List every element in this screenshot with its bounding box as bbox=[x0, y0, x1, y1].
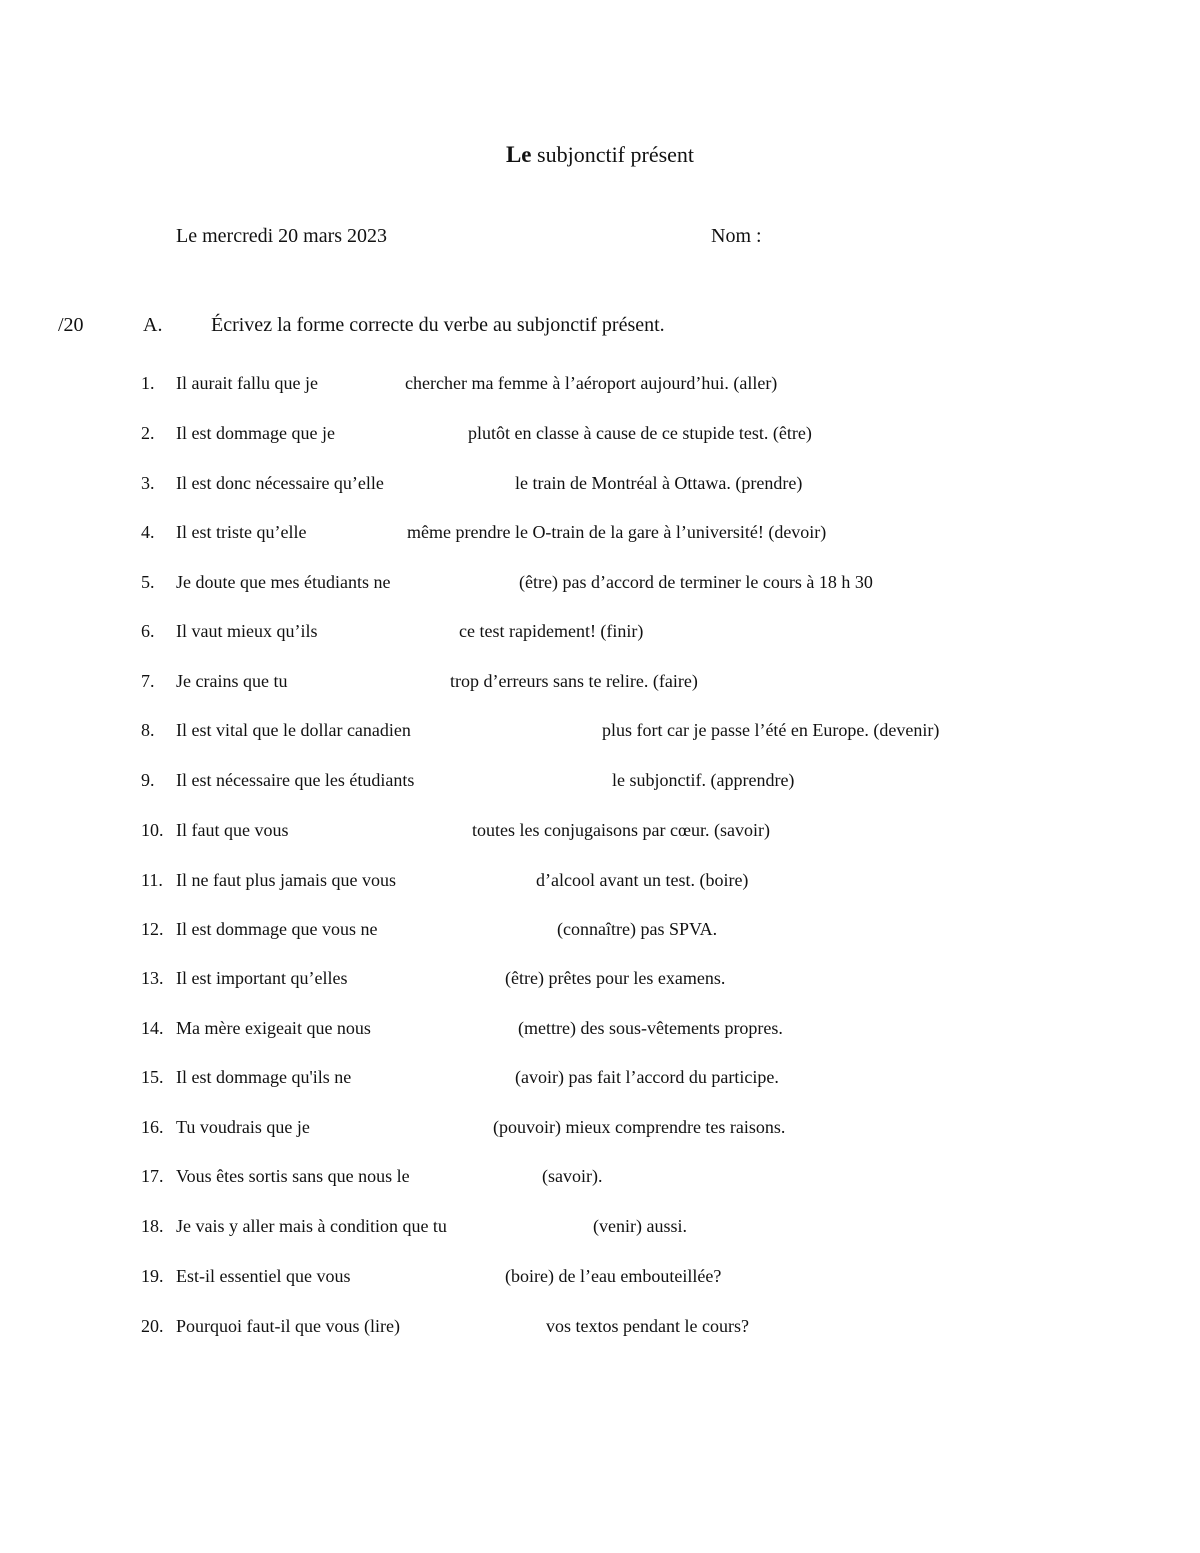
item-number: 17. bbox=[141, 1166, 164, 1186]
item-number: 15. bbox=[141, 1067, 164, 1087]
item-text-after: le train de Montréal à Ottawa. (prendre) bbox=[515, 473, 803, 493]
item-number: 13. bbox=[141, 968, 164, 988]
item-text-after: le subjonctif. (apprendre) bbox=[612, 770, 795, 790]
item-number: 16. bbox=[141, 1117, 164, 1137]
item-text-before: Ma mère exigeait que nous bbox=[176, 1018, 371, 1038]
item-text-before: Est-il essentiel que vous bbox=[176, 1266, 351, 1286]
item-number: 7. bbox=[141, 671, 155, 691]
item-text-before: Il est triste qu’elle bbox=[176, 522, 307, 542]
item-text-after: plus fort car je passe l’été en Europe. (devenir) bbox=[602, 720, 940, 740]
item-number: 20. bbox=[141, 1316, 164, 1336]
item-number: 14. bbox=[141, 1018, 164, 1038]
item-number: 4. bbox=[141, 522, 155, 542]
item-text-before: Il est dommage que vous ne bbox=[176, 919, 378, 939]
item-text-after: trop d’erreurs sans te relire. (faire) bbox=[450, 671, 698, 691]
item-text-before: Je crains que tu bbox=[176, 671, 288, 691]
item-text-after: toutes les conjugaisons par cœur. (savoir) bbox=[472, 820, 770, 840]
page-title bbox=[0, 142, 1200, 168]
item-number: 6. bbox=[141, 621, 155, 641]
date-line: Le mercredi 20 mars 2023 bbox=[176, 225, 388, 247]
item-text-before: Il aurait fallu que je bbox=[176, 373, 318, 393]
item-number: 3. bbox=[141, 473, 155, 493]
item-number: 11. bbox=[141, 870, 163, 890]
item-text-before: Il est vital que le dollar canadien bbox=[176, 720, 411, 740]
item-text-before: Je doute que mes étudiants ne bbox=[176, 572, 391, 592]
item-text-after: vos textos pendant le cours? bbox=[546, 1316, 749, 1336]
item-text-before: Il est dommage qu'ils ne bbox=[176, 1067, 352, 1087]
item-text-after: (pouvoir) mieux comprendre tes raisons. bbox=[493, 1117, 786, 1137]
item-text-before: Il vaut mieux qu’ils bbox=[176, 621, 318, 641]
item-text-after: (savoir). bbox=[542, 1166, 603, 1186]
item-text-before: Il ne faut plus jamais que vous bbox=[176, 870, 396, 890]
item-number: 10. bbox=[141, 820, 164, 840]
item-text-before: Pourquoi faut-il que vous (lire) bbox=[176, 1316, 400, 1336]
item-number: 2. bbox=[141, 423, 155, 443]
item-text-before: Il faut que vous bbox=[176, 820, 289, 840]
item-text-after: même prendre le O-train de la gare à l’université! (devoir) bbox=[407, 522, 827, 542]
item-text-before: Il est important qu’elles bbox=[176, 968, 348, 988]
item-number: 12. bbox=[141, 919, 164, 939]
score-label: /20 bbox=[58, 314, 84, 336]
item-text-after: (être) prêtes pour les examens. bbox=[505, 968, 726, 988]
item-text-after: (être) pas d’accord de terminer le cours à 18 h 30 bbox=[519, 572, 873, 592]
item-number: 9. bbox=[141, 770, 155, 790]
item-text-after: ce test rapidement! (finir) bbox=[459, 621, 644, 641]
item-text-before: Il est nécessaire que les étudiants bbox=[176, 770, 415, 790]
item-number: 19. bbox=[141, 1266, 164, 1286]
item-text-after: (venir) aussi. bbox=[593, 1216, 687, 1236]
item-text-before: Je vais y aller mais à condition que tu bbox=[176, 1216, 447, 1236]
item-text-after: plutôt en classe à cause de ce stupide test. (être) bbox=[468, 423, 812, 443]
item-text-after: (mettre) des sous-vêtements propres. bbox=[518, 1018, 783, 1038]
item-text-after: (boire) de l’eau embouteillée? bbox=[505, 1266, 722, 1286]
title-strong: Le bbox=[505, 142, 532, 167]
name-label: Nom : bbox=[711, 225, 762, 247]
item-text-before: Tu voudrais que je bbox=[176, 1117, 310, 1137]
item-text-before: Vous êtes sortis sans que nous le bbox=[176, 1166, 410, 1186]
item-number: 5. bbox=[141, 572, 155, 592]
item-text-before: Il est donc nécessaire qu’elle bbox=[176, 473, 384, 493]
title-rest: subjonctif présent bbox=[537, 142, 695, 167]
section-letter: A. bbox=[143, 314, 163, 336]
item-text-after: chercher ma femme à l’aéroport aujourd’hui. (aller) bbox=[405, 373, 778, 393]
item-text-after: d’alcool avant un test. (boire) bbox=[536, 870, 749, 890]
section-instruction: Écrivez la forme correcte du verbe au subjonctif présent. bbox=[211, 314, 665, 336]
item-text-after: (connaître) pas SPVA. bbox=[557, 919, 718, 939]
item-number: 1. bbox=[141, 373, 155, 393]
item-number: 18. bbox=[141, 1216, 164, 1236]
item-text-after: (avoir) pas fait l’accord du participe. bbox=[515, 1067, 779, 1087]
item-number: 8. bbox=[141, 720, 155, 740]
item-text-before: Il est dommage que je bbox=[176, 423, 335, 443]
